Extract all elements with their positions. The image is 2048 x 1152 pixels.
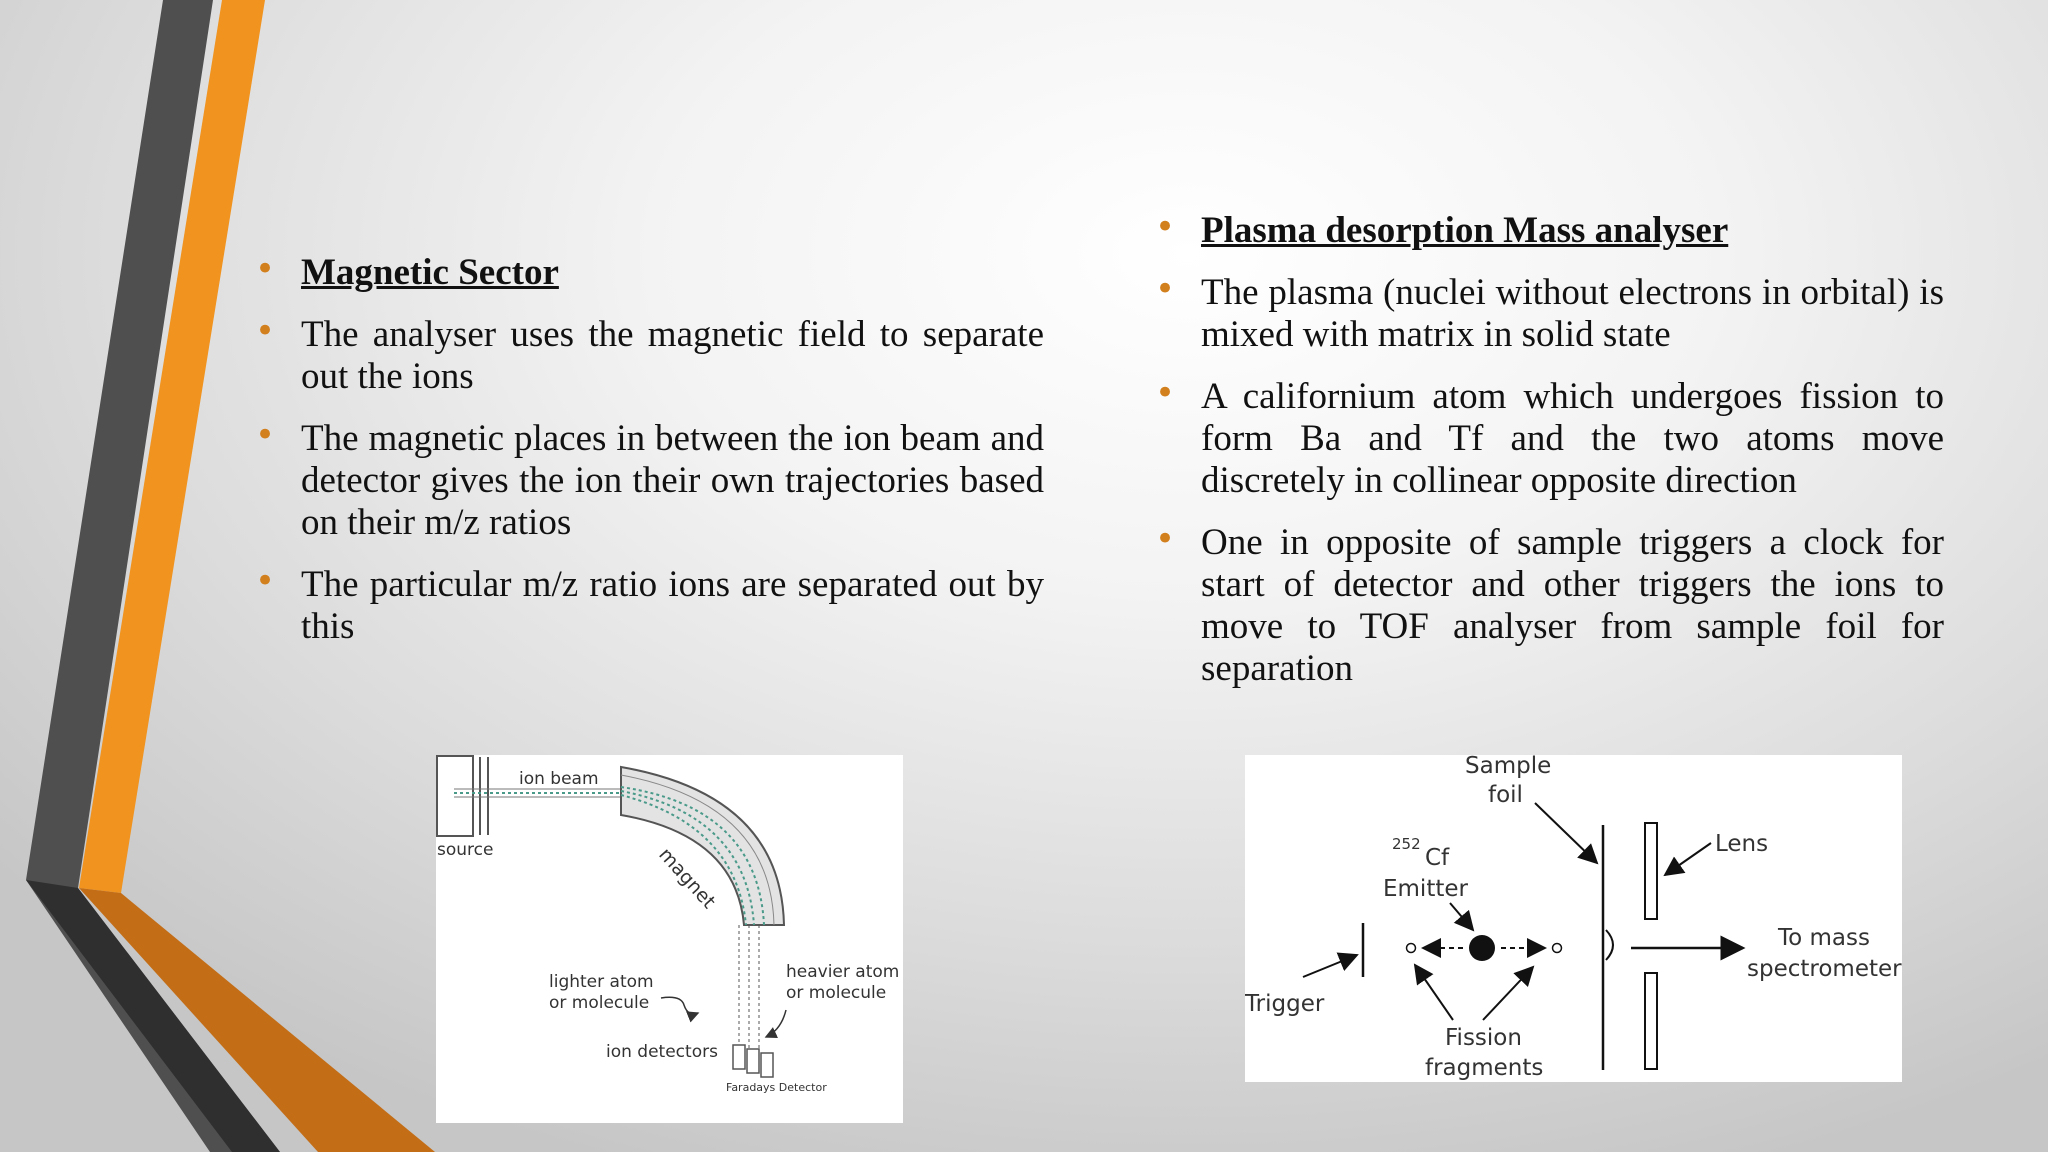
bullet-icon: •: [255, 561, 276, 601]
bullet-icon: •: [255, 311, 276, 351]
sample-label-2: foil: [1488, 782, 1523, 808]
bullet-icon: •: [255, 249, 276, 289]
right-heading: Plasma desorption Mass analyser: [1201, 210, 1729, 251]
source-label: source: [437, 840, 494, 860]
lens-plate-top: [1645, 823, 1657, 919]
bullet-icon: •: [1155, 207, 1176, 247]
left-column: [255, 249, 1044, 668]
magnetic-sector-figure: [436, 755, 903, 1123]
plasma-desorption-figure: [1245, 755, 1902, 1082]
bullet-icon: •: [1155, 373, 1176, 413]
heavier-label-1: heavier atom: [786, 962, 900, 982]
left-heading: Magnetic Sector: [301, 252, 559, 293]
right-bullet: [1155, 269, 1944, 356]
lens-label: Lens: [1715, 831, 1769, 857]
left-bullet: [255, 415, 1044, 544]
left-bullet: [255, 311, 1044, 398]
left-bullet: [255, 561, 1044, 648]
detector: [747, 1049, 759, 1073]
bullet-icon: •: [1155, 519, 1176, 559]
cf-label: Cf: [1425, 845, 1450, 871]
faraday-label: Faradays Detector: [726, 1081, 827, 1094]
right-bullet-text: One in opposite of sample triggers a clock for start of detector and other triggers the ions to move to TOF analyser from sample foil for separation: [1201, 522, 1944, 689]
lens-plate-bottom: [1645, 973, 1657, 1069]
lighter-label-1: lighter atom: [549, 972, 654, 992]
left-bullet-text: The analyser uses the magnetic field to separate out the ions: [301, 314, 1044, 397]
heavier-label-2: or molecule: [786, 983, 887, 1003]
trigger-label: Trigger: [1245, 991, 1325, 1017]
to-mass-label-1: To mass: [1778, 925, 1870, 951]
fission-label-1: Fission: [1445, 1025, 1522, 1051]
bullet-icon: •: [255, 415, 276, 455]
to-mass-label-2: spectrometer: [1747, 956, 1902, 982]
lighter-label-2: or molecule: [549, 993, 650, 1013]
right-bullet: [1155, 373, 1944, 502]
bullet-icon: •: [1155, 269, 1176, 309]
sample-label-1: Sample: [1465, 755, 1552, 779]
left-bullet-text: The particular m/z ratio ions are separated out by this: [301, 564, 1044, 647]
left-heading-item: [255, 249, 1044, 294]
magnet-label: magnet: [654, 843, 720, 913]
source-box: [437, 756, 473, 836]
detector: [761, 1053, 773, 1077]
right-bullet-text: A californium atom which undergoes fission to form Ba and Tf and the two atoms move discretely in collinear opposite direction: [1201, 376, 1944, 501]
left-bullet-text: The magnetic places in between the ion beam and detector gives the ion their own trajectories based on their m/z ratios: [301, 418, 1044, 543]
cf-emitter-dot: [1469, 935, 1495, 961]
right-column: [1155, 207, 1944, 710]
right-bullet-text: The plasma (nuclei without electrons in orbital) is mixed with matrix in solid state: [1201, 272, 1944, 355]
right-heading-item: [1155, 207, 1944, 252]
fission-label-2: fragments: [1425, 1055, 1544, 1081]
right-bullet: [1155, 519, 1944, 690]
cf-superscript: 252: [1392, 835, 1421, 853]
ion-beam-label: ion beam: [519, 769, 599, 789]
detector: [733, 1045, 745, 1069]
ion-detectors-label: ion detectors: [606, 1042, 718, 1062]
emitter-label: Emitter: [1383, 876, 1468, 902]
